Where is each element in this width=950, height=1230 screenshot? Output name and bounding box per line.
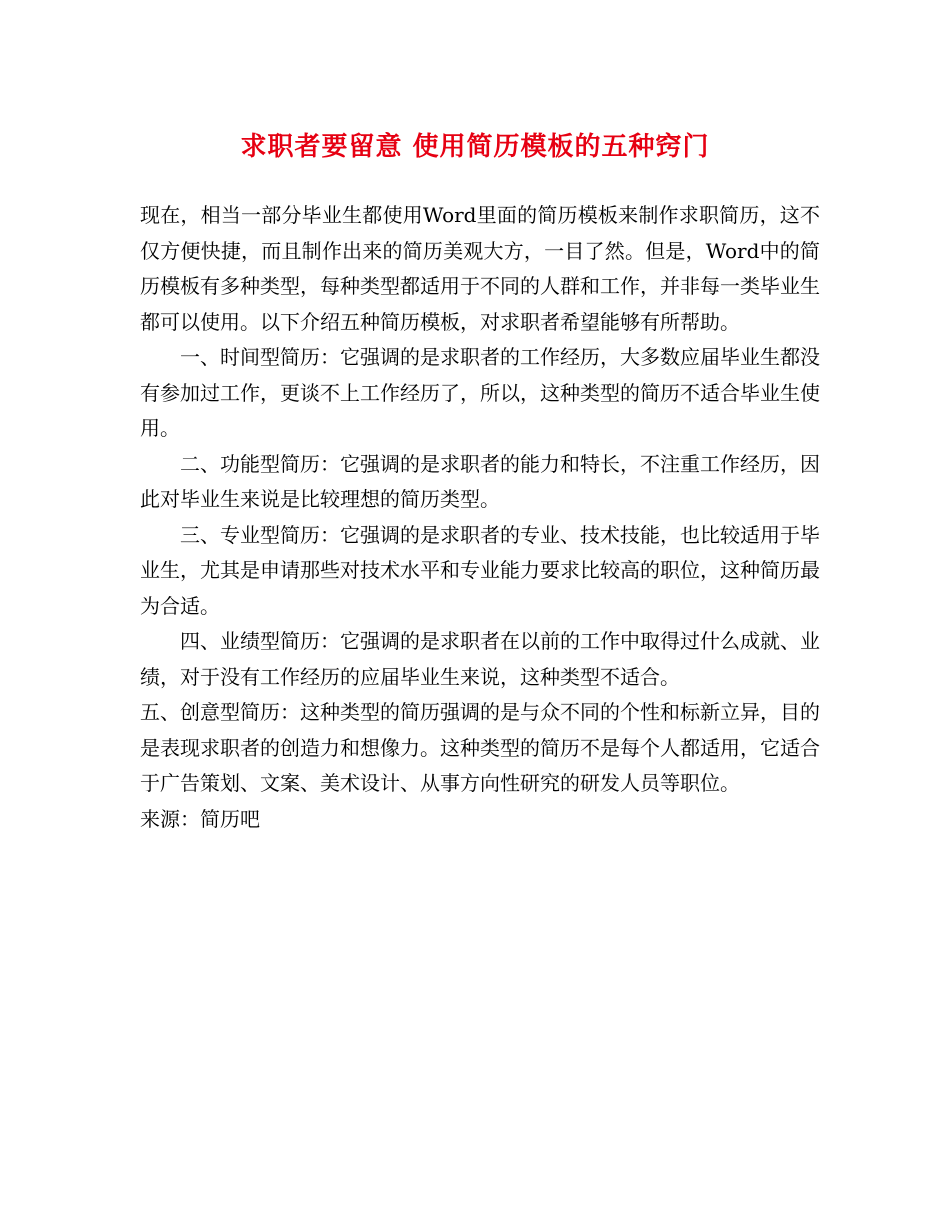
paragraph-professional-resume: 三、专业型简历：它强调的是求职者的专业、技术技能，也比较适用于毕业生，尤其是申请那些对技术水平和专业能力要求比较高的职位，这种简历最为合适。 (140, 522, 820, 618)
intro-paragraph: 现在，相当一部分毕业生都使用Word里面的简历模板来制作求职简历，这不仅方便快捷，而且制作出来的简历美观大方，一目了然。但是，Word中的简历模板有多种类型，每种类型都适用于不同的人群和工作，并非每一类毕业生都可以使用。以下介绍五种简历模板，对求职者希望能够有所帮助。 (140, 203, 820, 334)
paragraph-creative-resume: 五、创意型简历：这种类型的简历强调的是与众不同的个性和标新立异，目的是表现求职者的创造力和想像力。这种类型的简历不是每个人都适用，它适合于广告策划、文案、美术设计、从事方向性研究的研发人员等职位。 (140, 700, 820, 795)
document-body (140, 198, 820, 837)
paragraph-achievement-resume: 四、业绩型简历：它强调的是求职者在以前的工作中取得过什么成就、业绩，对于没有工作经历的应届毕业生来说，这种类型不适合。 (140, 629, 820, 689)
document-title: 求职者要留意 使用简历模板的五种窍门 (240, 132, 710, 162)
paragraph-chronological-resume: 一、时间型简历：它强调的是求职者的工作经历，大多数应届毕业生都没有参加过工作，更谈不上工作经历了，所以，这种类型的简历不适合毕业生使用。 (140, 345, 820, 440)
paragraph-functional-resume: 二、功能型简历：它强调的是求职者的能力和特长，不注重工作经历，因此对毕业生来说是比较理想的简历类型。 (140, 451, 820, 511)
source-line: 来源：简历吧 (140, 806, 260, 831)
